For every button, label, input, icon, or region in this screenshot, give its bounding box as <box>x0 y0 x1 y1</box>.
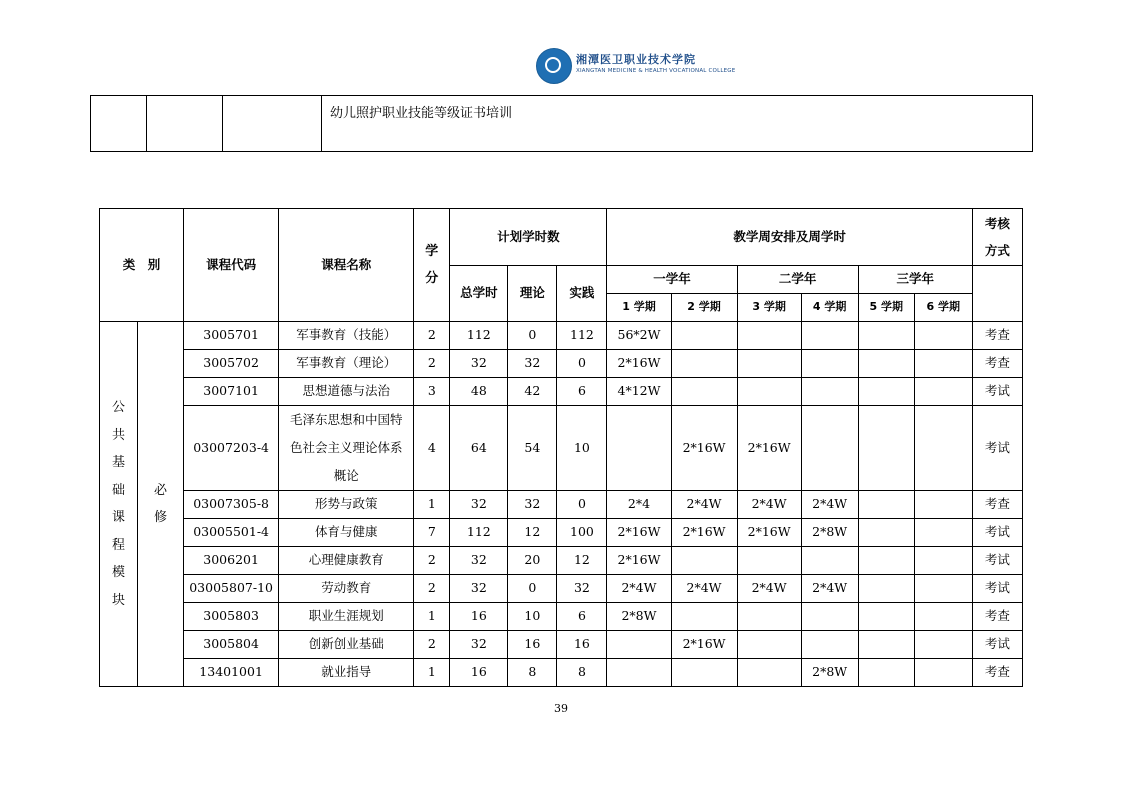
header-assessment-text: 考核方式 <box>984 216 1010 258</box>
course-total: 16 <box>450 659 508 687</box>
course-credit: 1 <box>414 491 450 519</box>
term-5-hours <box>858 406 914 491</box>
course-total: 32 <box>450 575 508 603</box>
course-assessment: 考试 <box>972 406 1022 491</box>
term-3-hours <box>737 631 801 659</box>
table-row <box>100 547 1023 575</box>
course-credit: 2 <box>414 547 450 575</box>
table-row <box>100 631 1023 659</box>
term-5-hours <box>858 659 914 687</box>
course-name: 劳动教育 <box>279 575 414 603</box>
course-code: 03005807-10 <box>184 575 279 603</box>
header-category: 类 别 <box>100 209 184 322</box>
term-3-hours: 2*4W <box>737 575 801 603</box>
course-credit: 4 <box>414 406 450 491</box>
term-3-hours: 2*4W <box>737 491 801 519</box>
header-name: 课程名称 <box>279 209 414 322</box>
course-credit: 2 <box>414 350 450 378</box>
course-credit: 3 <box>414 378 450 406</box>
term-4-hours <box>801 406 858 491</box>
course-theory: 32 <box>508 491 557 519</box>
header-term-4: 4 学期 <box>801 294 858 322</box>
course-theory: 10 <box>508 603 557 631</box>
table-row <box>100 350 1023 378</box>
term-3-hours <box>737 603 801 631</box>
header-code: 课程代码 <box>184 209 279 322</box>
course-total: 32 <box>450 547 508 575</box>
course-credit: 1 <box>414 659 450 687</box>
empty-cell <box>147 96 223 152</box>
header-term-1: 1 学期 <box>607 294 671 322</box>
term-4-hours <box>801 350 858 378</box>
term-2-hours: 2*4W <box>671 491 737 519</box>
term-2-hours: 2*16W <box>671 406 737 491</box>
training-cell <box>322 96 1033 152</box>
course-assessment: 考试 <box>972 631 1022 659</box>
term-5-hours <box>858 547 914 575</box>
course-name: 体育与健康 <box>279 519 414 547</box>
term-1-hours: 2*16W <box>607 519 671 547</box>
course-practice: 16 <box>557 631 607 659</box>
category-module-cell <box>100 322 138 687</box>
term-3-hours: 2*16W <box>737 406 801 491</box>
training-text: 幼儿照护职业技能等级证书培训 <box>330 106 513 121</box>
term-6-hours <box>914 378 972 406</box>
course-total: 32 <box>450 491 508 519</box>
course-total: 32 <box>450 631 508 659</box>
term-3-hours <box>737 322 801 350</box>
course-total: 112 <box>450 322 508 350</box>
empty-cell <box>91 96 147 152</box>
table-row <box>100 406 1023 491</box>
page-number: 39 <box>554 702 568 715</box>
term-6-hours <box>914 350 972 378</box>
term-1-hours: 4*12W <box>607 378 671 406</box>
term-2-hours <box>671 603 737 631</box>
term-6-hours <box>914 631 972 659</box>
course-assessment: 考试 <box>972 519 1022 547</box>
term-1-hours: 56*2W <box>607 322 671 350</box>
course-code: 03005501-4 <box>184 519 279 547</box>
table-row <box>100 575 1023 603</box>
course-code: 03007203-4 <box>184 406 279 491</box>
term-6-hours <box>914 547 972 575</box>
course-name: 军事教育（理论） <box>279 350 414 378</box>
course-name: 军事教育（技能） <box>279 322 414 350</box>
term-2-hours <box>671 659 737 687</box>
term-6-hours <box>914 406 972 491</box>
course-name: 创新创业基础 <box>279 631 414 659</box>
curriculum-table <box>99 208 1023 687</box>
course-name-text: 毛泽东思想和中国特色社会主义理论体系概论 <box>289 412 403 483</box>
term-6-hours <box>914 603 972 631</box>
course-practice: 12 <box>557 547 607 575</box>
header-assessment <box>972 209 1022 266</box>
course-practice: 6 <box>557 378 607 406</box>
course-code: 3005803 <box>184 603 279 631</box>
course-code: 3006201 <box>184 547 279 575</box>
term-1-hours <box>607 659 671 687</box>
header-year-2: 二学年 <box>737 266 858 294</box>
course-practice: 0 <box>557 350 607 378</box>
course-code: 03007305-8 <box>184 491 279 519</box>
term-3-hours <box>737 350 801 378</box>
table-row <box>100 491 1023 519</box>
course-credit: 2 <box>414 575 450 603</box>
term-4-hours: 2*8W <box>801 659 858 687</box>
term-1-hours: 2*4W <box>607 575 671 603</box>
table-row <box>100 378 1023 406</box>
term-4-hours: 2*4W <box>801 491 858 519</box>
course-total: 48 <box>450 378 508 406</box>
course-assessment: 考查 <box>972 491 1022 519</box>
course-code: 3005701 <box>184 322 279 350</box>
course-theory: 8 <box>508 659 557 687</box>
course-assessment: 考试 <box>972 547 1022 575</box>
course-name: 形势与政策 <box>279 491 414 519</box>
table-row <box>100 519 1023 547</box>
course-theory: 20 <box>508 547 557 575</box>
header-term-5: 5 学期 <box>858 294 914 322</box>
term-6-hours <box>914 575 972 603</box>
table-row <box>100 659 1023 687</box>
course-assessment: 考查 <box>972 659 1022 687</box>
term-2-hours <box>671 322 737 350</box>
course-assessment: 考查 <box>972 603 1022 631</box>
term-4-hours <box>801 378 858 406</box>
term-6-hours <box>914 659 972 687</box>
course-name: 职业生涯规划 <box>279 603 414 631</box>
course-total: 32 <box>450 350 508 378</box>
course-practice: 6 <box>557 603 607 631</box>
table-row <box>100 603 1023 631</box>
course-practice: 100 <box>557 519 607 547</box>
header-credit <box>414 209 450 322</box>
term-5-hours <box>858 603 914 631</box>
term-6-hours <box>914 491 972 519</box>
term-1-hours: 2*8W <box>607 603 671 631</box>
term-5-hours <box>858 519 914 547</box>
term-6-hours <box>914 322 972 350</box>
header-practice: 实践 <box>557 266 607 322</box>
term-1-hours <box>607 631 671 659</box>
header-term-3: 3 学期 <box>737 294 801 322</box>
course-theory: 32 <box>508 350 557 378</box>
header-plan-hours: 计划学时数 <box>450 209 607 266</box>
term-2-hours: 2*16W <box>671 631 737 659</box>
header-total: 总学时 <box>450 266 508 322</box>
course-name: 思想道德与法治 <box>279 378 414 406</box>
term-1-hours: 2*16W <box>607 350 671 378</box>
term-4-hours: 2*4W <box>801 575 858 603</box>
header-term-2: 2 学期 <box>671 294 737 322</box>
course-theory: 42 <box>508 378 557 406</box>
term-5-hours <box>858 631 914 659</box>
logo-english-name: XIANGTAN MEDICINE & HEALTH VOCATIONAL COLLEGE <box>576 68 736 74</box>
term-5-hours <box>858 491 914 519</box>
course-practice: 32 <box>557 575 607 603</box>
empty-cell <box>223 96 322 152</box>
term-4-hours <box>801 631 858 659</box>
header-schedule: 教学周安排及周学时 <box>607 209 972 266</box>
header-year-3: 三学年 <box>858 266 972 294</box>
term-1-hours <box>607 406 671 491</box>
term-2-hours: 2*4W <box>671 575 737 603</box>
course-credit: 2 <box>414 631 450 659</box>
course-credit: 2 <box>414 322 450 350</box>
college-logo <box>536 48 736 84</box>
header-assessment-blank <box>972 266 1022 322</box>
course-total: 64 <box>450 406 508 491</box>
college-emblem-icon <box>536 48 572 84</box>
course-theory: 16 <box>508 631 557 659</box>
term-3-hours: 2*16W <box>737 519 801 547</box>
course-theory: 0 <box>508 322 557 350</box>
term-5-hours <box>858 575 914 603</box>
header-term-6: 6 学期 <box>914 294 972 322</box>
course-theory: 0 <box>508 575 557 603</box>
course-assessment: 考试 <box>972 378 1022 406</box>
term-6-hours <box>914 519 972 547</box>
course-name <box>279 406 414 491</box>
course-total: 112 <box>450 519 508 547</box>
category-module-text: 公共基础课程模块 <box>112 400 126 608</box>
course-theory: 54 <box>508 406 557 491</box>
term-5-hours <box>858 378 914 406</box>
term-4-hours: 2*8W <box>801 519 858 547</box>
term-3-hours <box>737 547 801 575</box>
category-type-text: 必修 <box>154 482 168 525</box>
course-practice: 0 <box>557 491 607 519</box>
header-credit-text: 学分 <box>425 243 439 286</box>
term-4-hours <box>801 322 858 350</box>
header-theory: 理论 <box>508 266 557 322</box>
course-code: 13401001 <box>184 659 279 687</box>
course-practice: 10 <box>557 406 607 491</box>
term-4-hours <box>801 547 858 575</box>
course-credit: 1 <box>414 603 450 631</box>
course-practice: 8 <box>557 659 607 687</box>
course-practice: 112 <box>557 322 607 350</box>
term-3-hours <box>737 378 801 406</box>
term-2-hours: 2*16W <box>671 519 737 547</box>
course-assessment: 考查 <box>972 350 1022 378</box>
course-total: 16 <box>450 603 508 631</box>
course-theory: 12 <box>508 519 557 547</box>
header-year-1: 一学年 <box>607 266 737 294</box>
course-code: 3005804 <box>184 631 279 659</box>
course-assessment: 考试 <box>972 575 1022 603</box>
term-2-hours <box>671 350 737 378</box>
course-code: 3007101 <box>184 378 279 406</box>
table-row <box>100 322 1023 350</box>
term-5-hours <box>858 350 914 378</box>
course-assessment: 考查 <box>972 322 1022 350</box>
course-credit: 7 <box>414 519 450 547</box>
course-code: 3005702 <box>184 350 279 378</box>
term-3-hours <box>737 659 801 687</box>
term-1-hours: 2*16W <box>607 547 671 575</box>
term-4-hours <box>801 603 858 631</box>
course-name: 就业指导 <box>279 659 414 687</box>
term-2-hours <box>671 378 737 406</box>
category-type-cell <box>138 322 184 687</box>
continuation-table <box>90 95 1033 152</box>
term-2-hours <box>671 547 737 575</box>
term-5-hours <box>858 322 914 350</box>
course-name: 心理健康教育 <box>279 547 414 575</box>
term-1-hours: 2*4 <box>607 491 671 519</box>
logo-chinese-name: 湘潭医卫职业技术学院 <box>576 53 696 66</box>
